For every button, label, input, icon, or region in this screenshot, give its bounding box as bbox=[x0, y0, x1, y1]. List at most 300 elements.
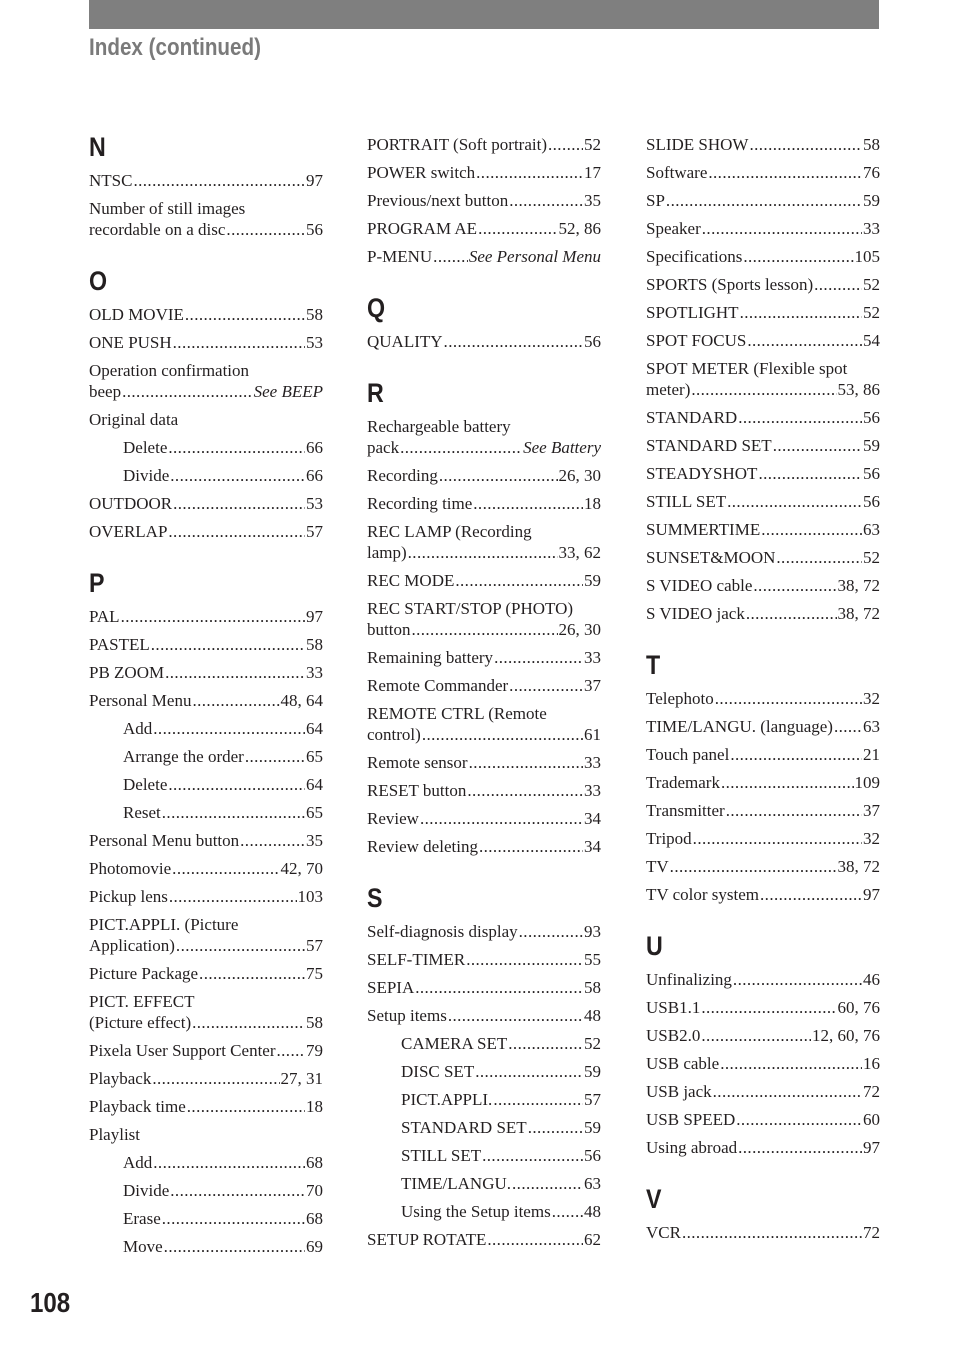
entry-page-ref: 37 bbox=[863, 801, 880, 820]
index-entry bbox=[367, 243, 601, 271]
entry-page-ref: 68 bbox=[306, 1153, 323, 1172]
entry-page-ref: 52 bbox=[863, 303, 880, 322]
index-entry bbox=[367, 974, 601, 1002]
entry-page-ref: 32 bbox=[863, 829, 880, 848]
dot-leader bbox=[713, 1081, 862, 1102]
entry-term: Self-diagnosis display bbox=[367, 922, 518, 941]
entry-page-ref: 18 bbox=[584, 494, 601, 513]
index-subentry bbox=[367, 1086, 601, 1114]
entry-term: STILL SET bbox=[401, 1146, 482, 1165]
index-entry bbox=[89, 687, 323, 715]
index-entry bbox=[646, 327, 880, 355]
entry-page-ref: 56 bbox=[863, 464, 880, 483]
entry-page-ref: 48 bbox=[584, 1202, 601, 1221]
entry-term: CAMERA SET bbox=[401, 1034, 508, 1053]
dot-leader bbox=[733, 969, 862, 990]
dot-leader bbox=[708, 162, 862, 183]
index-subentry bbox=[367, 1114, 601, 1142]
dot-leader bbox=[192, 690, 279, 711]
entry-page-ref: 48, 64 bbox=[280, 691, 323, 710]
index-entry bbox=[646, 1106, 880, 1134]
dot-leader bbox=[162, 802, 305, 823]
index-entry bbox=[646, 572, 880, 600]
entry-term: Divide bbox=[123, 1181, 170, 1200]
entry-term: Playback time bbox=[89, 1097, 186, 1116]
dot-leader bbox=[476, 162, 583, 183]
dot-leader bbox=[473, 493, 583, 514]
entry-page-ref: 62 bbox=[584, 1230, 601, 1249]
index-entry bbox=[646, 685, 880, 713]
index-entry bbox=[89, 827, 323, 855]
index-entry bbox=[89, 911, 323, 960]
entry-page-ref: 61 bbox=[584, 725, 601, 744]
page-number: 108 bbox=[30, 1287, 71, 1318]
dot-leader bbox=[226, 219, 305, 240]
dot-leader bbox=[691, 379, 836, 400]
dot-leader bbox=[153, 1152, 305, 1173]
entry-term-line: REC LAMP (Recording bbox=[367, 522, 532, 541]
entry-term: ONE PUSH bbox=[89, 333, 172, 352]
index-entry bbox=[646, 159, 880, 187]
index-subentry bbox=[89, 434, 323, 462]
index-entry bbox=[646, 797, 880, 825]
index-entry bbox=[646, 713, 880, 741]
index-entry bbox=[646, 966, 880, 994]
index-entry bbox=[646, 432, 880, 460]
dot-leader bbox=[151, 634, 305, 655]
dot-leader bbox=[162, 1208, 305, 1229]
dot-leader bbox=[192, 1012, 305, 1033]
entry-term: Delete bbox=[123, 775, 168, 794]
entry-term: Touch panel bbox=[646, 745, 730, 764]
entry-page-ref: 38, 72 bbox=[837, 857, 880, 876]
dot-leader bbox=[494, 647, 583, 668]
index-subentry bbox=[89, 799, 323, 827]
entry-term: Using the Setup items bbox=[401, 1202, 551, 1221]
index-entry bbox=[367, 159, 601, 187]
entry-term-line: PICT.APPLI. (Picture bbox=[89, 915, 239, 934]
entry-term: PASTEL bbox=[89, 635, 150, 654]
entry-page-ref: 60, 76 bbox=[837, 998, 880, 1017]
dot-leader bbox=[738, 407, 862, 428]
dot-leader bbox=[479, 836, 583, 857]
entry-term: Recording time bbox=[367, 494, 473, 513]
entry-page-ref: 33 bbox=[306, 663, 323, 682]
entry-term: Divide bbox=[123, 466, 170, 485]
entry-term: SPORTS (Sports lesson) bbox=[646, 275, 814, 294]
entry-page-ref: 38, 72 bbox=[837, 604, 880, 623]
entry-term: Add bbox=[123, 1153, 153, 1172]
index-entry bbox=[89, 659, 323, 687]
section-letter: N bbox=[89, 132, 106, 162]
entry-term: USB SPEED bbox=[646, 1110, 736, 1129]
entry-term: REC MODE bbox=[367, 571, 455, 590]
index-entry bbox=[646, 881, 880, 909]
index-entry bbox=[646, 1022, 880, 1050]
dot-leader bbox=[411, 619, 557, 640]
entry-term: STANDARD bbox=[646, 408, 738, 427]
index-entry bbox=[646, 460, 880, 488]
entry-term-line: REMOTE CTRL (Remote bbox=[367, 704, 547, 723]
entry-term: Setup items bbox=[367, 1006, 447, 1025]
entry-term: meter) bbox=[646, 380, 691, 399]
entry-term: SEPIA bbox=[367, 978, 415, 997]
dot-leader bbox=[168, 521, 305, 542]
entry-term: pack bbox=[367, 438, 400, 457]
entry-page-ref: 59 bbox=[584, 571, 601, 590]
dot-leader bbox=[670, 856, 837, 877]
entry-term: Remote Commander bbox=[367, 676, 509, 695]
index-entry bbox=[646, 741, 880, 769]
dot-leader bbox=[168, 437, 305, 458]
dot-leader bbox=[760, 884, 862, 905]
dot-leader bbox=[773, 435, 862, 456]
entry-term: OVERLAP bbox=[89, 522, 168, 541]
index-subentry bbox=[367, 1142, 601, 1170]
index-column-1 bbox=[89, 131, 323, 1261]
index-entry bbox=[367, 328, 601, 356]
index-entry bbox=[367, 413, 601, 462]
index-entry bbox=[367, 805, 601, 833]
entry-page-ref: 58 bbox=[863, 135, 880, 154]
entry-term: PB ZOOM bbox=[89, 663, 165, 682]
index-entry bbox=[89, 195, 323, 244]
entry-term: S VIDEO jack bbox=[646, 604, 745, 623]
entry-term: Tripod bbox=[646, 829, 692, 848]
index-entry bbox=[89, 883, 323, 911]
entry-page-ref: See BEEP bbox=[253, 382, 323, 401]
index-entry bbox=[89, 1093, 323, 1121]
entry-term: PAL bbox=[89, 607, 120, 626]
entry-page-ref: 32 bbox=[863, 689, 880, 708]
entry-page-ref: 52 bbox=[863, 548, 880, 567]
dot-leader bbox=[512, 1173, 583, 1194]
entry-term: RESET button bbox=[367, 781, 467, 800]
entry-page-ref: 53, 86 bbox=[837, 380, 880, 399]
entry-page-ref: 75 bbox=[306, 964, 323, 983]
entry-term: Unfinalizing bbox=[646, 970, 732, 989]
dot-leader bbox=[715, 688, 862, 709]
index-entry bbox=[89, 631, 323, 659]
dot-leader bbox=[165, 662, 305, 683]
index-subentry bbox=[367, 1030, 601, 1058]
entry-term: USB cable bbox=[646, 1054, 720, 1073]
dot-leader bbox=[834, 716, 862, 737]
entry-term-line: PICT. EFFECT bbox=[89, 992, 195, 1011]
entry-page-ref: See Battery bbox=[523, 438, 601, 457]
entry-term: Personal Menu bbox=[89, 691, 192, 710]
entry-term: Review deleting bbox=[367, 837, 478, 856]
index-entry bbox=[646, 853, 880, 881]
dot-leader bbox=[153, 718, 305, 739]
dot-leader bbox=[738, 1137, 862, 1158]
index-entry bbox=[646, 404, 880, 432]
entry-term: Erase bbox=[123, 1209, 161, 1228]
index-entry bbox=[367, 490, 601, 518]
entry-term: Recording bbox=[367, 466, 438, 485]
entry-page-ref: 33 bbox=[584, 781, 601, 800]
index-entry bbox=[367, 462, 601, 490]
index-subentry bbox=[89, 771, 323, 799]
entry-term: TV bbox=[646, 857, 669, 876]
entry-term: OUTDOOR bbox=[89, 494, 173, 513]
dot-leader bbox=[133, 170, 305, 191]
entry-term: Software bbox=[646, 163, 708, 182]
entry-term: Specifications bbox=[646, 247, 743, 266]
index-subentry bbox=[367, 1198, 601, 1226]
entry-term: OLD MOVIE bbox=[89, 305, 184, 324]
dot-leader bbox=[519, 921, 583, 942]
index-entry bbox=[646, 825, 880, 853]
dot-leader bbox=[245, 746, 305, 767]
section-letter: P bbox=[89, 568, 105, 598]
index-entry bbox=[367, 187, 601, 215]
entry-term-line: Operation confirmation bbox=[89, 361, 250, 380]
index-column-2 bbox=[367, 131, 601, 1254]
entry-page-ref: 64 bbox=[306, 719, 323, 738]
dot-leader bbox=[743, 246, 853, 267]
index-entry bbox=[646, 271, 880, 299]
dot-leader bbox=[701, 1025, 811, 1046]
entry-term: Previous/next button bbox=[367, 191, 509, 210]
entry-term: Playback bbox=[89, 1069, 152, 1088]
index-entry bbox=[89, 406, 323, 434]
dot-leader bbox=[682, 1222, 862, 1243]
entry-term: USB1.1 bbox=[646, 998, 701, 1017]
entry-term: Using abroad bbox=[646, 1138, 738, 1157]
section-letter: O bbox=[89, 266, 108, 296]
dot-leader bbox=[240, 830, 305, 851]
dot-leader bbox=[749, 134, 862, 155]
entry-term: STANDARD SET bbox=[646, 436, 772, 455]
entry-page-ref: 35 bbox=[306, 831, 323, 850]
dot-leader bbox=[187, 1096, 305, 1117]
dot-leader bbox=[758, 463, 862, 484]
index-entry bbox=[89, 603, 323, 631]
entry-term: USB jack bbox=[646, 1082, 712, 1101]
entry-term: Original data bbox=[89, 410, 179, 429]
header-bar bbox=[89, 0, 879, 29]
index-entry bbox=[646, 1219, 880, 1247]
index-subentry bbox=[367, 1170, 601, 1198]
entry-page-ref: 70 bbox=[306, 1181, 323, 1200]
index-entry bbox=[89, 1037, 323, 1065]
dot-leader bbox=[169, 886, 297, 907]
index-subentry bbox=[89, 1177, 323, 1205]
entry-page-ref: 42, 70 bbox=[280, 859, 323, 878]
dot-leader bbox=[776, 547, 862, 568]
entry-term: Remaining battery bbox=[367, 648, 494, 667]
entry-term: USB2.0 bbox=[646, 1026, 701, 1045]
entry-page-ref: 53 bbox=[306, 494, 323, 513]
entry-page-ref: 27, 31 bbox=[280, 1069, 323, 1088]
entry-term: beep bbox=[89, 382, 122, 401]
entry-page-ref: See Personal Menu bbox=[468, 247, 601, 266]
index-entry bbox=[89, 329, 323, 357]
entry-page-ref: 58 bbox=[306, 635, 323, 654]
entry-page-ref: 54 bbox=[863, 331, 880, 350]
dot-leader bbox=[746, 603, 837, 624]
dot-leader bbox=[740, 302, 862, 323]
dot-leader bbox=[122, 381, 253, 402]
entry-page-ref: 52 bbox=[584, 1034, 601, 1053]
section-letter: T bbox=[646, 650, 661, 680]
index-entry bbox=[646, 215, 880, 243]
index-subentry bbox=[89, 1233, 323, 1261]
entry-term: NTSC bbox=[89, 171, 133, 190]
entry-term: SETUP ROTATE bbox=[367, 1230, 487, 1249]
index-entry bbox=[646, 1078, 880, 1106]
dot-leader bbox=[466, 949, 583, 970]
index-entry bbox=[89, 357, 323, 406]
entry-term: Pixela User Support Center bbox=[89, 1041, 276, 1060]
entry-page-ref: 66 bbox=[306, 466, 323, 485]
entry-term-line: REC START/STOP (PHOTO) bbox=[367, 599, 574, 618]
entry-page-ref: 33 bbox=[584, 648, 601, 667]
entry-page-ref: 56 bbox=[584, 1146, 601, 1165]
dot-leader bbox=[400, 437, 522, 458]
entry-page-ref: 60 bbox=[863, 1110, 880, 1129]
section-letter: U bbox=[646, 931, 663, 961]
dot-leader bbox=[814, 274, 862, 295]
dot-leader bbox=[408, 542, 558, 563]
entry-term: Arrange the order bbox=[123, 747, 244, 766]
entry-term: TV color system bbox=[646, 885, 760, 904]
entry-page-ref: 63 bbox=[863, 520, 880, 539]
dot-leader bbox=[701, 997, 836, 1018]
entry-page-ref: 26, 30 bbox=[558, 620, 601, 639]
entry-term: Move bbox=[123, 1237, 163, 1256]
entry-page-ref: 56 bbox=[863, 492, 880, 511]
dot-leader bbox=[493, 1089, 583, 1110]
index-entry bbox=[646, 600, 880, 628]
entry-term: Transmitter bbox=[646, 801, 725, 820]
entry-page-ref: 64 bbox=[306, 775, 323, 794]
entry-term: Photomovie bbox=[89, 859, 172, 878]
dot-leader bbox=[702, 218, 862, 239]
entry-term: PICT.APPLI. bbox=[401, 1090, 493, 1109]
index-entry bbox=[646, 187, 880, 215]
entry-page-ref: 48 bbox=[584, 1006, 601, 1025]
section-letter: Q bbox=[367, 293, 386, 323]
entry-page-ref: 17 bbox=[584, 163, 601, 182]
dot-leader bbox=[173, 493, 305, 514]
dot-leader bbox=[439, 465, 558, 486]
dot-leader bbox=[420, 808, 583, 829]
index-entry bbox=[89, 1065, 323, 1093]
dot-leader bbox=[185, 304, 305, 325]
dot-leader bbox=[478, 218, 557, 239]
entry-page-ref: 12, 60, 76 bbox=[812, 1026, 880, 1045]
entry-page-ref: 38, 72 bbox=[837, 576, 880, 595]
entry-page-ref: 58 bbox=[584, 978, 601, 997]
dot-leader bbox=[168, 774, 305, 795]
dot-leader bbox=[482, 1145, 583, 1166]
index-entry bbox=[646, 1134, 880, 1162]
dot-leader bbox=[433, 246, 468, 267]
entry-term: Telephoto bbox=[646, 689, 714, 708]
entry-term: QUALITY bbox=[367, 332, 443, 351]
index-entry bbox=[89, 301, 323, 329]
entry-term: P-MENU bbox=[367, 247, 433, 266]
entry-page-ref: 46 bbox=[863, 970, 880, 989]
index-entry bbox=[89, 855, 323, 883]
index-entry bbox=[646, 299, 880, 327]
index-entry bbox=[367, 700, 601, 749]
entry-term: SELF-TIMER bbox=[367, 950, 466, 969]
dot-leader bbox=[487, 1229, 583, 1250]
entry-page-ref: 97 bbox=[306, 171, 323, 190]
entry-term: SPOT FOCUS bbox=[646, 331, 747, 350]
section-letter: V bbox=[646, 1184, 662, 1214]
index-entry bbox=[89, 490, 323, 518]
entry-page-ref: 68 bbox=[306, 1209, 323, 1228]
dot-leader bbox=[170, 1180, 305, 1201]
dot-leader bbox=[509, 675, 583, 696]
entry-page-ref: 66 bbox=[306, 438, 323, 457]
entry-term-line: Number of still images bbox=[89, 199, 246, 218]
entry-page-ref: 65 bbox=[306, 747, 323, 766]
entry-term: PORTRAIT (Soft portrait) bbox=[367, 135, 547, 154]
dot-leader bbox=[552, 1201, 583, 1222]
entry-page-ref: 93 bbox=[584, 922, 601, 941]
entry-page-ref: 34 bbox=[584, 837, 601, 856]
entry-term: Reset bbox=[123, 803, 161, 822]
dot-leader bbox=[666, 190, 862, 211]
entry-page-ref: 59 bbox=[584, 1118, 601, 1137]
dot-leader bbox=[528, 1117, 583, 1138]
dot-leader bbox=[415, 977, 583, 998]
entry-term: recordable on a disc bbox=[89, 220, 226, 239]
entry-page-ref: 103 bbox=[297, 887, 323, 906]
entry-page-ref: 72 bbox=[863, 1082, 880, 1101]
entry-page-ref: 65 bbox=[306, 803, 323, 822]
index-entry bbox=[367, 946, 601, 974]
dot-leader bbox=[172, 858, 279, 879]
entry-term: Playlist bbox=[89, 1125, 141, 1144]
dot-leader bbox=[761, 519, 862, 540]
entry-page-ref: 79 bbox=[306, 1041, 323, 1060]
entry-term: TIME/LANGU. bbox=[401, 1174, 512, 1193]
entry-term: Add bbox=[123, 719, 153, 738]
entry-term: Speaker bbox=[646, 219, 701, 238]
dot-leader bbox=[693, 828, 862, 849]
entry-term: TIME/LANGU. (language) bbox=[646, 717, 833, 736]
entry-page-ref: 52 bbox=[584, 135, 601, 154]
index-entry bbox=[646, 516, 880, 544]
entry-page-ref: 26, 30 bbox=[558, 466, 601, 485]
index-entry bbox=[367, 777, 601, 805]
entry-page-ref: 34 bbox=[584, 809, 601, 828]
entry-page-ref: 59 bbox=[863, 191, 880, 210]
dot-leader bbox=[727, 491, 862, 512]
index-entry bbox=[646, 355, 880, 404]
dot-leader bbox=[508, 1033, 583, 1054]
dot-leader bbox=[509, 190, 583, 211]
entry-term: DISC SET bbox=[401, 1062, 475, 1081]
entry-term: SPOTLIGHT bbox=[646, 303, 739, 322]
entry-term: Application) bbox=[89, 936, 175, 955]
dot-leader bbox=[173, 332, 305, 353]
dot-leader bbox=[736, 1109, 862, 1130]
index-subentry bbox=[89, 462, 323, 490]
dot-leader bbox=[548, 134, 583, 155]
entry-term: SLIDE SHOW bbox=[646, 135, 749, 154]
dot-leader bbox=[199, 963, 305, 984]
entry-page-ref: 57 bbox=[584, 1090, 601, 1109]
entry-term: button bbox=[367, 620, 411, 639]
index-entry bbox=[367, 131, 601, 159]
